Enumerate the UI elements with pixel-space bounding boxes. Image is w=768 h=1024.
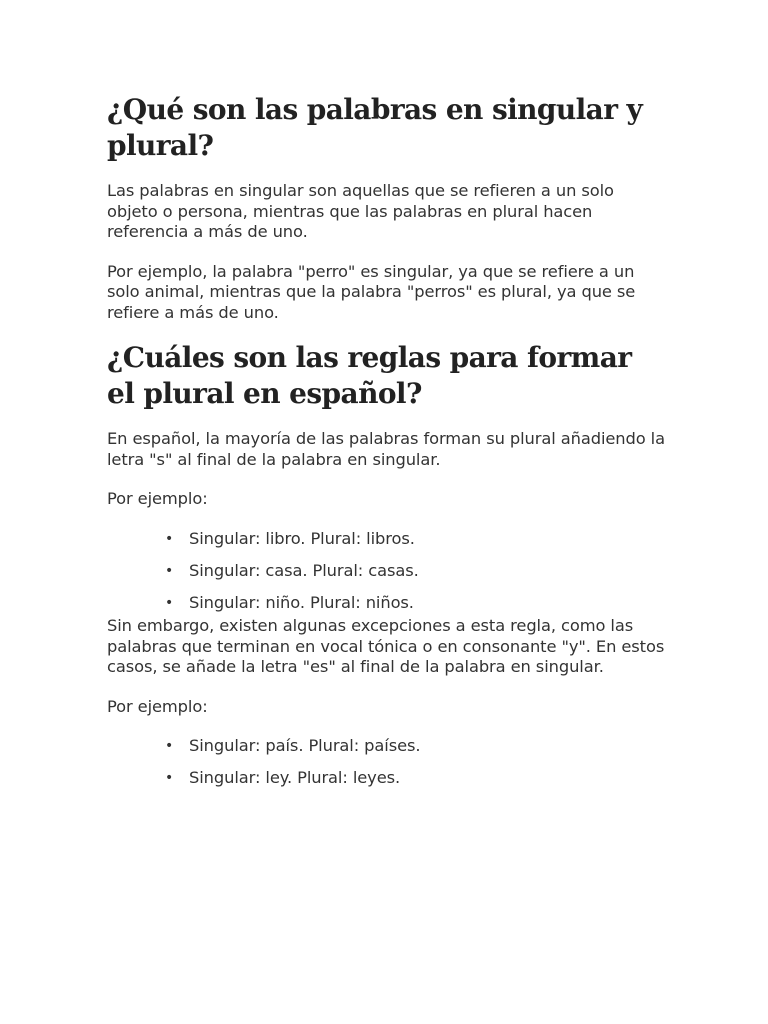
list-item [107,593,667,614]
paragraph-example-perro: Por ejemplo, la palabra "perro" es singular, ya que se refiere a un solo animal, mientras que la palabra "perros" es plural, ya que se refiere a más de uno. [107,261,636,322]
heading-plural-rules: ¿Cuáles son las reglas para formar el plural en español? [107,341,632,410]
list-item [107,529,667,550]
paragraph-example-intro-1: Por ejemplo: [107,489,208,508]
list-item-text: Singular: casa. Plural: casas. [189,560,419,580]
list-item [107,736,667,757]
document-page [107,92,667,800]
bullet-icon: • [165,562,174,579]
list-item-text: Singular: niño. Plural: niños. [189,592,414,612]
list-item [107,561,667,582]
bullet-icon: • [165,770,174,786]
list-item-text: Singular: país. Plural: países. [189,736,421,755]
bullet-icon: • [165,530,174,547]
paragraph-example-intro-2: Por ejemplo: [107,696,208,716]
bullet-icon: • [165,594,174,611]
example-list-2 [107,736,667,789]
heading-singular-plural: ¿Qué son las palabras en singular y plural? [107,93,643,162]
list-item-text: Singular: libro. Plural: libros. [189,528,415,548]
paragraph-exceptions: Sin embargo, existen algunas excepciones a esta regla, como las palabras que terminan en vocal tónica o en consonante "y". En estos casos, se añade la letra "es" al final de la palabra en singular. [107,616,665,676]
paragraph-definition: Las palabras en singular son aquellas que se refieren a un solo objeto o persona, mientras que las palabras en plural hacen referencia a más de uno. [107,181,614,241]
list-item [107,768,667,789]
bullet-icon: • [165,738,174,754]
example-list-1 [107,529,667,614]
paragraph-general-rule: En español, la mayoría de las palabras forman su plural añadiendo la letra "s" al final de la palabra en singular. [107,429,665,469]
list-item-text: Singular: ley. Plural: leyes. [189,768,401,787]
